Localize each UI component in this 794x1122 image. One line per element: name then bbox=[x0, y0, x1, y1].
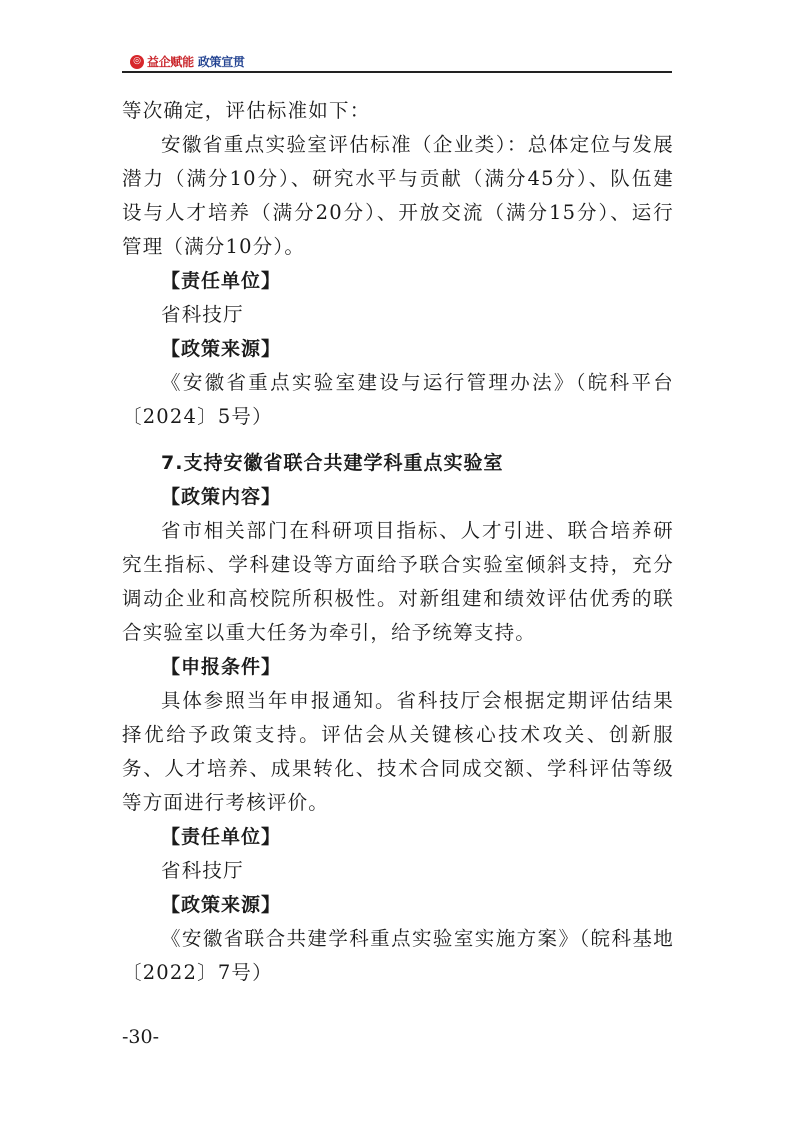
section-label: 【责任单位】 bbox=[161, 270, 282, 292]
paragraph: 安徽省重点实验室评估标准（企业类）：总体定位与发展潜力（满分10分）、研究水平与贡献（满分45分）、队伍建设与人才培养（满分20分）、开放交流（满分15分）、运行管理（满分10分）。 bbox=[122, 133, 674, 258]
page-header bbox=[122, 50, 672, 74]
section-label: 【政策来源】 bbox=[161, 338, 282, 360]
logo-text-secondary: 政策宣贯 bbox=[197, 55, 245, 69]
section-label: 【申报条件】 bbox=[161, 656, 282, 678]
paragraph: 省市相关部门在科研项目指标、人才引进、联合培养研究生指标、学科建设等方面给予联合实验室倾斜支持，充分调动企业和高校院所积极性。对新组建和绩效评估优秀的联合实验室以重大任务为牵引，给予统筹支持。 bbox=[122, 519, 674, 644]
paragraph: 具体参照当年申报通知。省科技厅会根据定期评估结果择优给予政策支持。评估会从关键核心技术攻关、创新服务、人才培养、成果转化、技术合同成交额、学科评估等级等方面进行考核评价。 bbox=[122, 689, 674, 814]
paragraph: 《安徽省重点实验室建设与运行管理办法》（皖科平台〔2024〕5号） bbox=[122, 371, 674, 428]
paragraph: 《安徽省联合共建学科重点实验室实施方案》（皖科基地〔2022〕7号） bbox=[122, 927, 674, 984]
logo-emblem-icon bbox=[130, 55, 144, 69]
header-logo bbox=[130, 53, 245, 70]
page-number: -30- bbox=[122, 1026, 160, 1048]
logo-emblem-glyph: ◎ bbox=[133, 56, 141, 66]
paragraph: 省科技厅 bbox=[161, 303, 244, 326]
section-label: 【政策内容】 bbox=[161, 486, 282, 508]
header-divider bbox=[122, 71, 672, 73]
section-heading: 7.支持安徽省联合共建学科重点实验室 bbox=[161, 452, 504, 474]
paragraph: 省科技厅 bbox=[161, 859, 244, 882]
document-body bbox=[122, 94, 674, 990]
section-label: 【政策来源】 bbox=[161, 894, 282, 916]
logo-text-primary: 益企赋能 bbox=[147, 55, 194, 69]
paragraph: 等次确定，评估标准如下： bbox=[122, 99, 371, 122]
section-label: 【责任单位】 bbox=[161, 826, 282, 848]
